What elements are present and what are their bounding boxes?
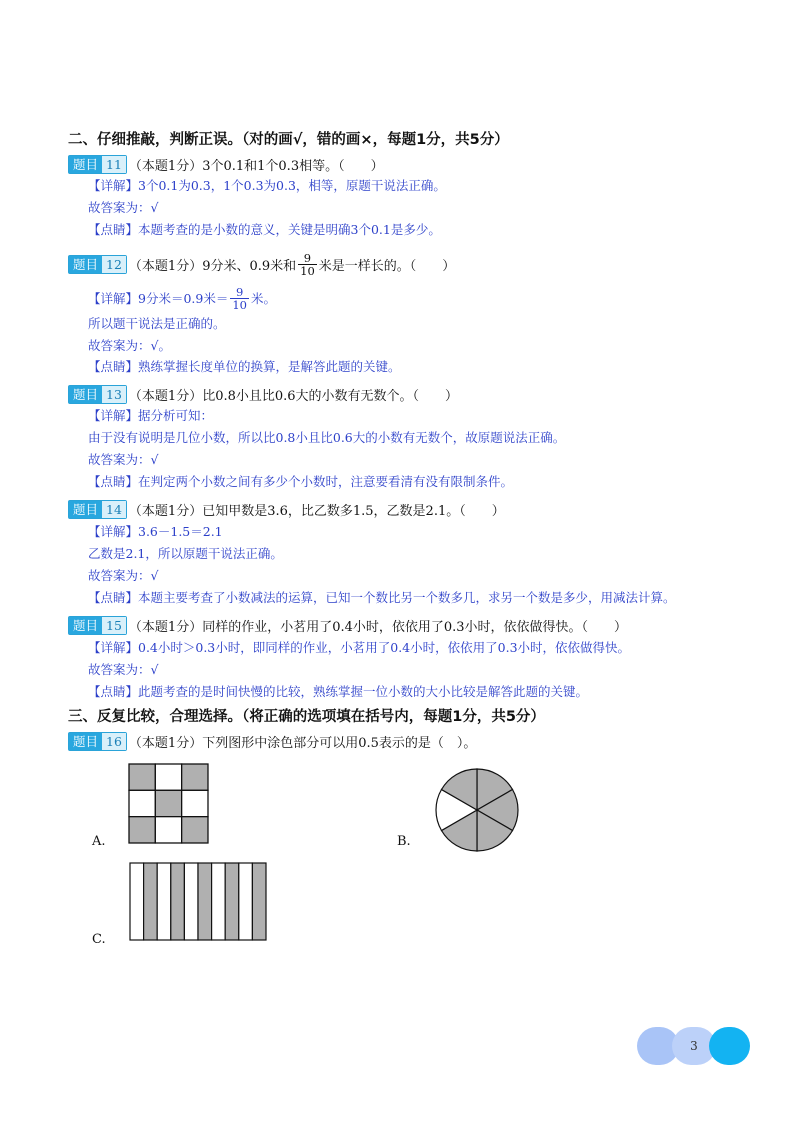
question-16 [68,731,476,751]
stripe [144,863,158,940]
fraction-denominator: 10 [300,263,315,278]
option-a-grid-figure [128,763,211,846]
q11-point: 【点睛】本题考查的是小数的意义，关键是明确3个0.1是多少。 [88,222,441,237]
q11-answer: 故答案为：√ [88,200,159,215]
stripe [130,863,144,940]
q14-detail: 【详解】3.6－1.5＝2.1 [88,524,223,539]
grid-cell [182,764,208,790]
option-c-stripes-figure [129,862,269,942]
fraction-numerator: 9 [236,285,244,299]
stripe [212,863,226,940]
question-text-a: （本题1分）9分米、0.9米和 [128,258,297,274]
q12-line2: 所以题干说法是正确的。 [88,316,226,331]
question-13 [68,384,458,404]
question-text: （本题1分）已知甲数是3.6，比乙数多1.5，乙数是2.1。（ ） [128,503,505,519]
section2-title: 二、仔细推敲，判断正误。（对的画√，错的画×，每题1分，共5分） [68,132,509,148]
stripe [198,863,212,940]
q15-detail: 【详解】0.4小时＞0.3小时，即同样的作业，小茗用了0.4小时，依依用了0.3小时，依依做得快。 [88,640,631,655]
q12-detail [88,286,276,311]
q14-point: 【点睛】本题主要考查了小数减法的运算，已知一个数比另一个数多几，求另一个数是多少，用减法计算。 [88,590,676,605]
q15-answer: 故答案为：√ [88,662,159,677]
fraction [230,286,249,311]
stripe [184,863,198,940]
question-text: （本题1分）同样的作业，小茗用了0.4小时，依依用了0.3小时，依依做得快。（ ） [128,619,628,635]
stripe [252,863,266,940]
grid-cell [182,790,208,816]
grid-cell [129,817,155,843]
question-tag [68,155,127,174]
tag-number: 11 [102,156,126,173]
fraction-numerator: 9 [303,250,312,265]
tag-label: 题目 [69,156,102,173]
option-b-pie-figure [432,765,522,855]
q12-point: 【点睛】熟练掌握长度单位的换算，是解答此题的关键。 [88,359,401,374]
q13-answer: 故答案为：√ [88,452,159,467]
option-c-label[interactable]: C. [92,932,106,947]
detail-text-b: 米。 [250,290,276,306]
grid-cell [155,764,181,790]
grid-cell [182,817,208,843]
question-tag [68,500,127,519]
grid-cell [129,764,155,790]
q13-point: 【点睛】在判定两个小数之间有多少个小数时，注意要看清有没有限制条件。 [88,474,514,489]
tag-number: 12 [102,256,126,273]
stripe [225,863,239,940]
tag-label: 题目 [69,256,102,273]
q15-point: 【点睛】此题考查的是时间快慢的比较，熟练掌握一位小数的大小比较是解答此题的关键。 [88,684,589,699]
question-tag [68,616,127,635]
tag-label: 题目 [69,733,102,750]
question-text: （本题1分）3个0.1和1个0.3相等。（ ） [128,158,384,174]
grid-cell [155,817,181,843]
question-text-b: 米是一样长的。（ ） [318,258,456,274]
q11-detail: 【详解】3个0.1为0.3，1个0.3为0.3，相等，原题干说法正确。 [88,178,446,193]
question-12 [68,252,455,276]
page-number: 3 [672,1027,716,1065]
fraction [298,252,317,277]
tag-label: 题目 [69,386,102,403]
question-text: （本题1分）下列图形中涂色部分可以用0.5表示的是（ ）。 [128,735,477,751]
question-tag [68,385,127,404]
tag-label: 题目 [69,501,102,518]
tag-label: 题目 [69,617,102,634]
question-text: （本题1分）比0.8小且比0.6大的小数有无数个。（ ） [128,388,459,404]
stripe [239,863,253,940]
option-a-label[interactable]: A. [92,834,106,849]
grid-cell [129,790,155,816]
question-14 [68,499,505,519]
question-tag [68,255,127,274]
option-b-label[interactable]: B. [397,834,411,849]
q13-line2: 由于没有说明是几位小数，所以比0.8小且比0.6大的小数有无数个，故原题说法正确。 [88,430,566,445]
grid-cell [155,790,181,816]
detail-text-a: 【详解】9分米＝0.9米＝ [88,290,229,306]
q13-detail: 【详解】据分析可知： [88,408,214,423]
tag-number: 16 [102,733,126,750]
fraction-denominator: 10 [232,298,247,312]
stripe [157,863,171,940]
q12-answer: 故答案为：√。 [88,338,171,353]
question-11 [68,154,384,174]
q14-line2: 乙数是2.1，所以原题干说法正确。 [88,546,283,561]
section3-title: 三、反复比较，合理选择。（将正确的选项填在括号内，每题1分，共5分） [68,709,545,725]
question-15 [68,615,627,635]
tag-number: 13 [102,386,126,403]
tag-number: 14 [102,501,126,518]
tag-number: 15 [102,617,126,634]
q14-answer: 故答案为：√ [88,568,159,583]
stripe [171,863,185,940]
question-tag [68,732,127,751]
page-indicator-right [709,1027,750,1065]
